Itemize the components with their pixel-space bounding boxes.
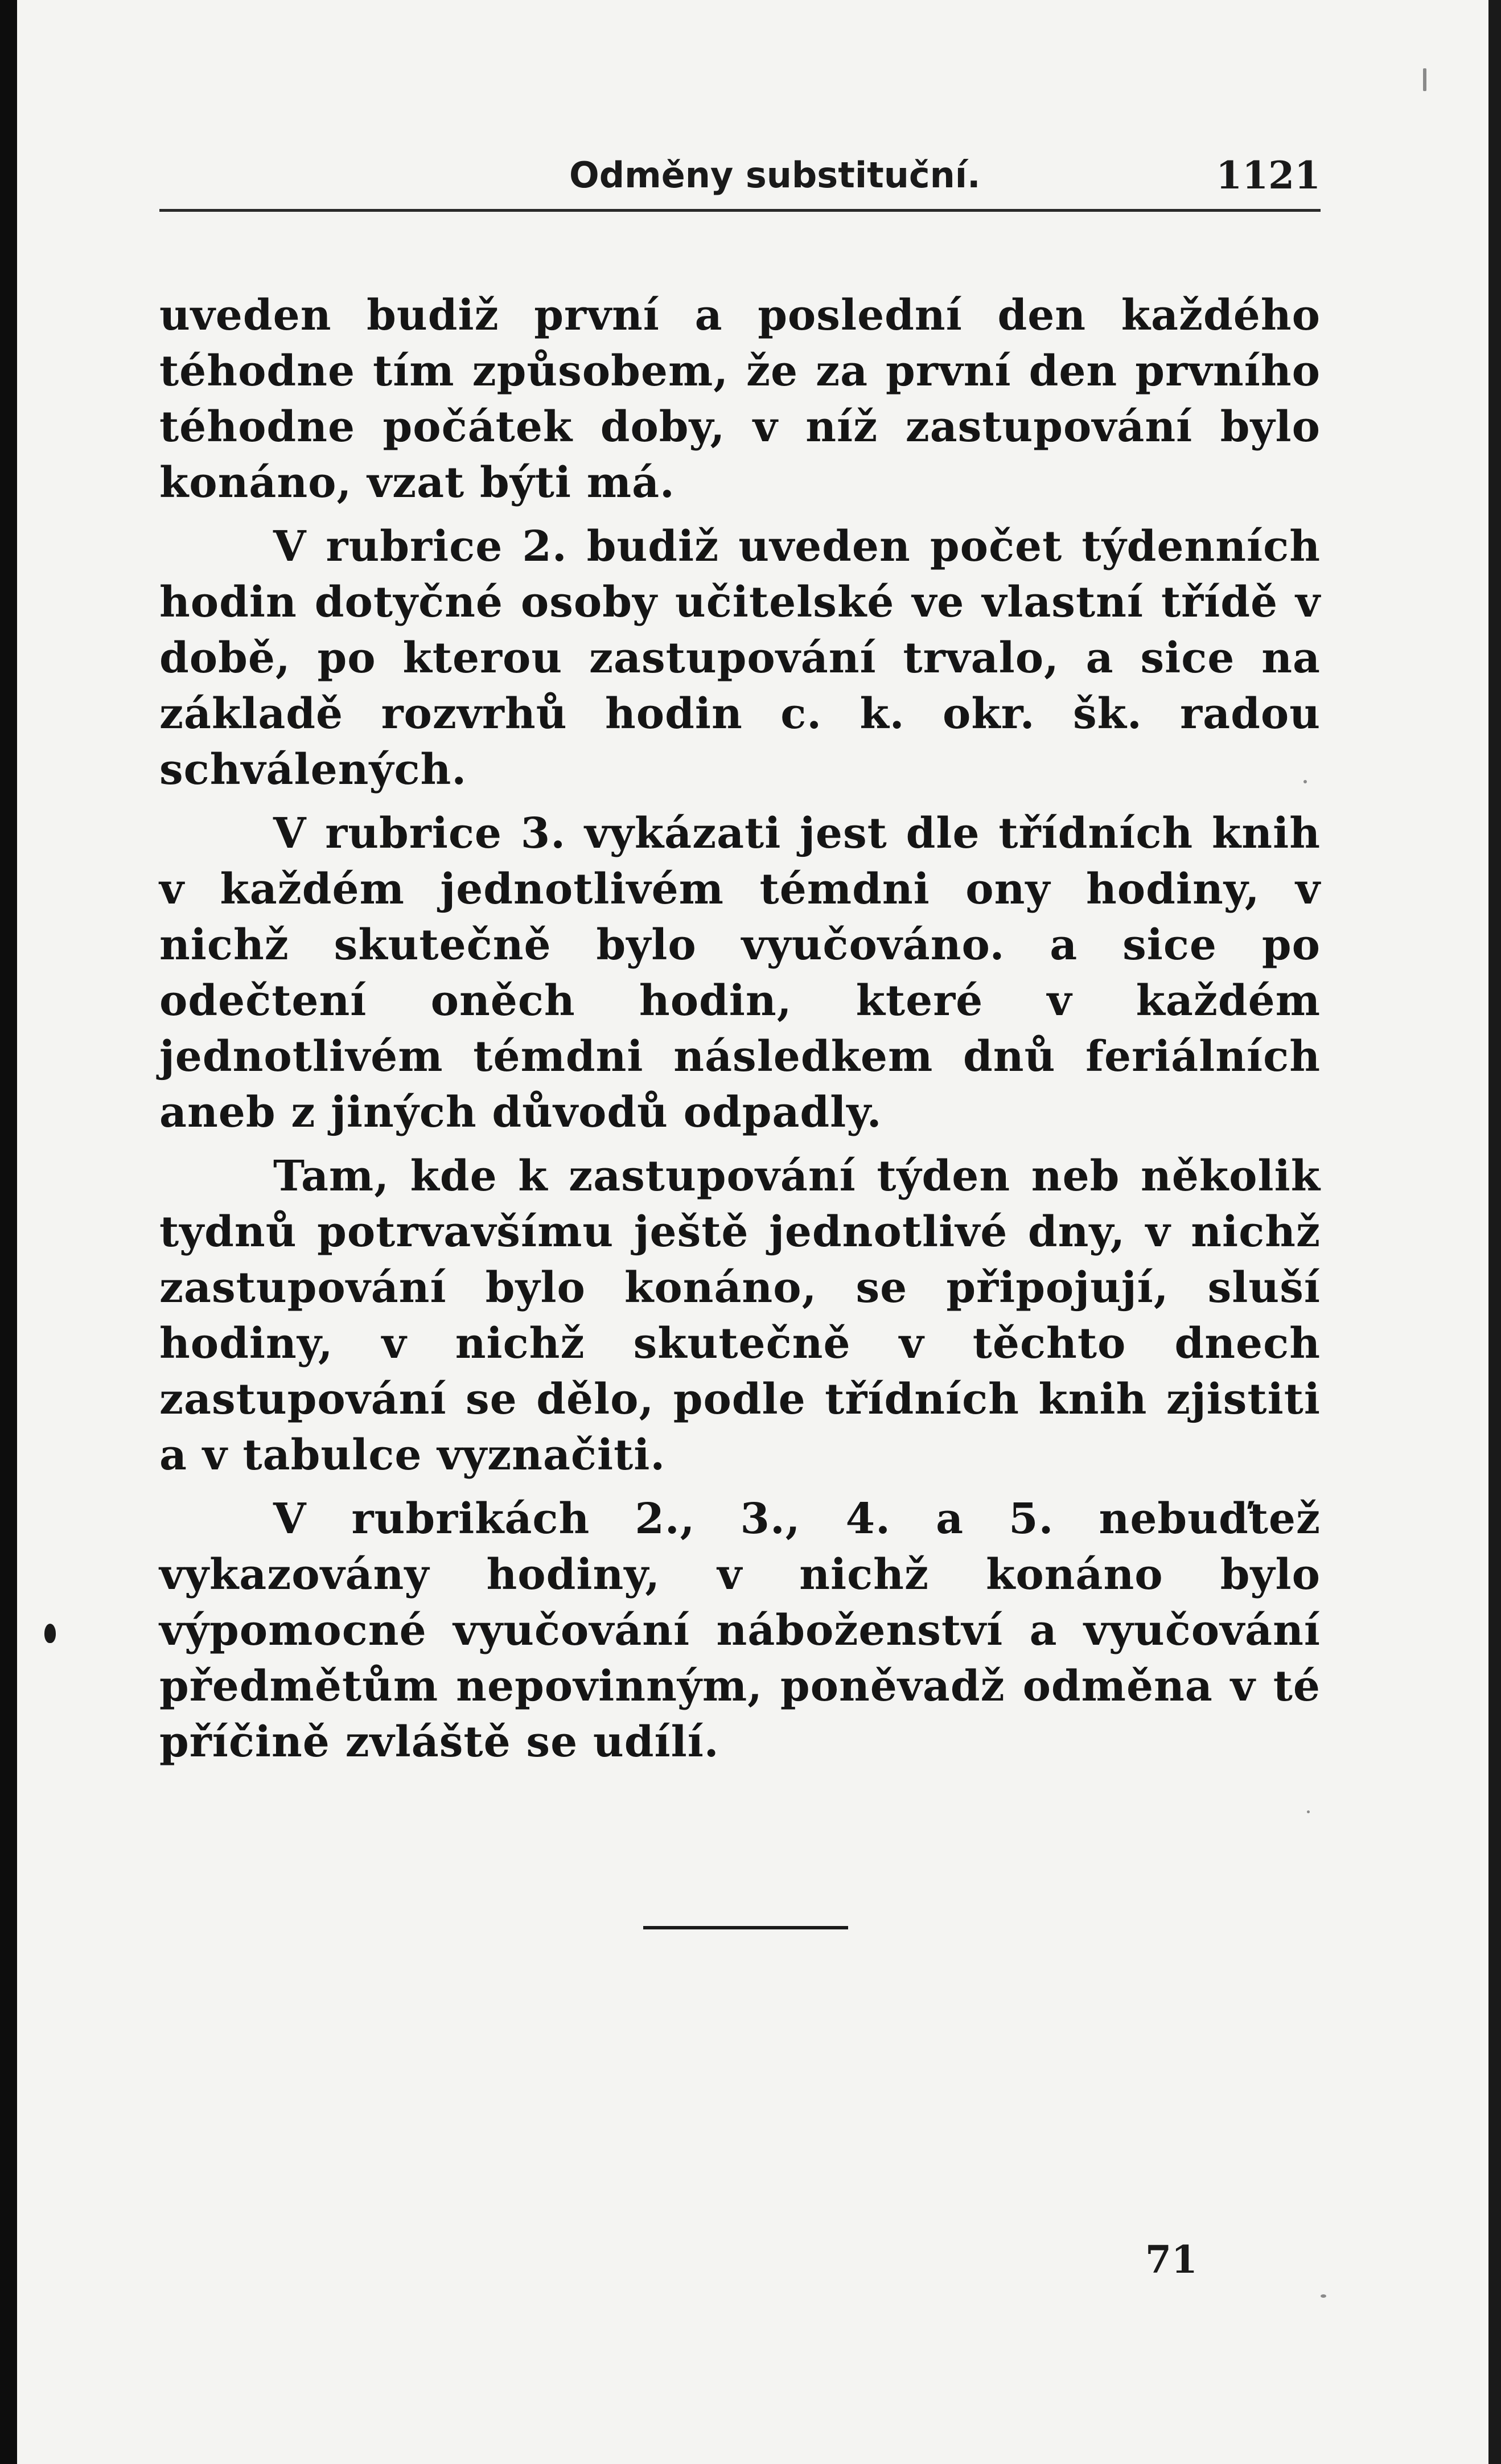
margin-mark (44, 1624, 56, 1643)
page-edge (1488, 0, 1501, 2464)
paragraph-1: uveden budiž první a poslední den každého téhodne tím způsobem, že za první den prvního téhodne počátek doby, v níž zastupování bylo konáno, vzat býti má. (159, 291, 1321, 507)
scan-speck (1321, 2294, 1326, 2298)
page-number: 1121 (1216, 153, 1321, 198)
body-text (159, 288, 1321, 1778)
printer-signature: 71 (1145, 2237, 1198, 2282)
running-head-title: Odměny substituční. (569, 154, 981, 196)
section-end-rule (643, 1926, 848, 1929)
running-head (159, 145, 1321, 208)
paragraph-5: V rubrikách 2., 3., 4. a 5. nebuďtež vykazovány hodiny, v nichž konáno bylo výpomocné vyučování náboženství a vyučování předmětům nepovinným, poněvadž odměna v té příčině zvláště se udílí. (159, 1494, 1321, 1767)
scan-speck (1423, 68, 1426, 91)
binding-edge (0, 0, 17, 2464)
paragraph-4: Tam, kde k zastupování týden neb několik tydnů potrvavšímu ještě jednotlivé dny, v nichž zastupování bylo konáno, se připojují, sluší hodiny, v nichž skutečně v těchto dnech zastupování se dělo, podle třídních knih zjistiti a v tabulce vyznačiti. (159, 1152, 1321, 1480)
paragraph-2: V rubrice 2. budiž uveden počet týdenních hodin dotyčné osoby učitelské ve vlastní třídě v době, po kterou zastupování trvalo, a sice na základě rozvrhů hodin c. k. okr. šk. radou schválených. (159, 522, 1321, 794)
scan-speck (1307, 1810, 1310, 1813)
header-rule (159, 209, 1321, 212)
paragraph-3: V rubrice 3. vykázati jest dle třídních knih v každém jednotlivém témdni ony hodiny, v nichž skutečně bylo vyučováno. a sice po odečtení oněch hodin, které v každém jednotlivém témdni následkem dnů feriálních aneb z jiných důvodů odpadly. (159, 809, 1321, 1137)
